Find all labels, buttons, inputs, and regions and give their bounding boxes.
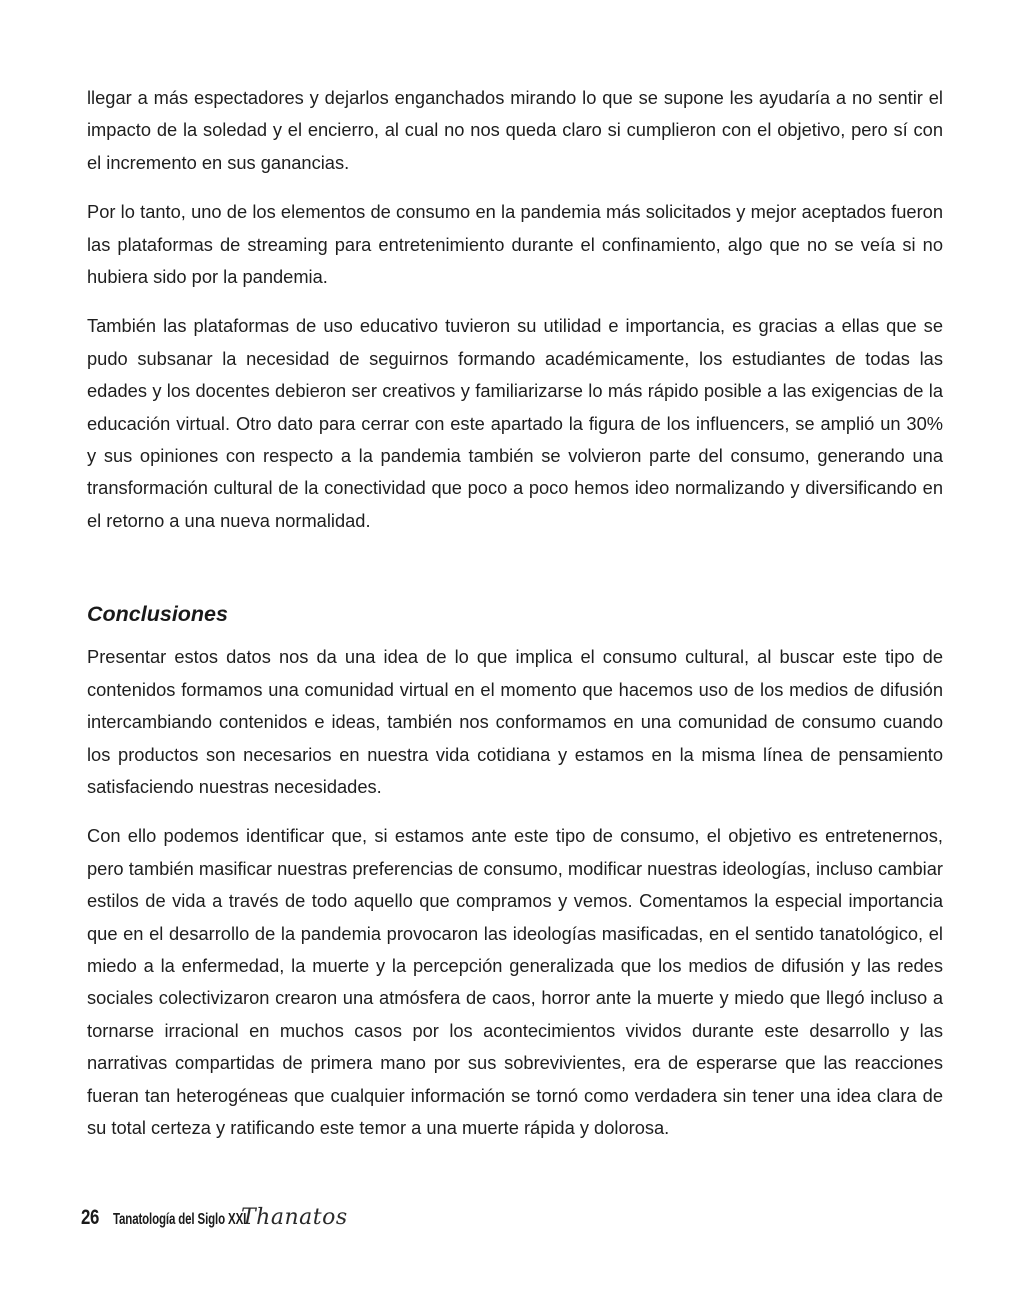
body-paragraph: También las plataformas de uso educativo tuvieron su utilidad e importancia, es gracias a ellas que se pudo subsanar la necesidad de seguirnos formando académicamente, los estudiantes de todas las edades y los docentes debieron ser creativos y familiarizarse lo más rápido posible a las exigencias de la educación virtual. Otro dato para cerrar con este apartado la figura de los influencers, se amplió un 30% y sus opiniones con respecto a la pandemia también se volvieron parte del consumo, generando una transformación cultural de la conectividad que poco a poco hemos ideo normalizando y diversificando en el retorno a una nueva normalidad. xyxy=(87,315,943,531)
page-footer xyxy=(81,1205,348,1239)
page-content xyxy=(87,82,943,1161)
page-number: 26 xyxy=(81,1206,99,1229)
journal-name: Tanatología del Siglo XXI xyxy=(113,1211,247,1228)
body-paragraph: Presentar estos datos nos da una idea de lo que implica el consumo cultural, al buscar este tipo de contenidos formamos una comunidad virtual en el momento que hacemos uso de los medios de difusión intercambiando contenidos e ideas, también nos conformamos en una comunidad de consumo cuando los productos son necesarios en nuestra vida cotidiana y estamos en la misma línea de pensamiento satisfaciendo nuestras necesidades. xyxy=(87,646,943,797)
body-paragraph: Con ello podemos identificar que, si estamos ante este tipo de consumo, el objetivo es entretenernos, pero también masificar nuestras preferencias de consumo, modificar nuestras ideologías, incluso cambiar estilos de vida a través de todo aquello que compramos y vemos. Comentamos la especial importancia que en el desarrollo de la pandemia provocaron las ideologías masificadas, en el sentido tanatológico, el miedo a la enfermedad, la muerte y la percepción generalizada que los medios de difusión y las redes sociales colectivizaron crearon una atmósfera de caos, horror ante la muerte y miedo que llegó incluso a tornarse irracional en muchos casos por los acontecimientos vividos durante este desarrollo y las narrativas compartidas de primera mano por sus sobrevivientes, era de esperarse que las reacciones fueran tan heterogéneas que cualquier información se tornó como verdadera sin tener una idea clara de su total certeza y ratificando este temor a una muerte rápida y dolorosa. xyxy=(87,825,943,1138)
section-heading: Conclusiones xyxy=(87,602,228,627)
body-paragraph: llegar a más espectadores y dejarlos enganchados mirando lo que se supone les ayudaría a no sentir el impacto de la soledad y el encierro, al cual no nos queda claro si cumplieron con el objetivo, pero sí con el incremento en sus ganancias. xyxy=(87,87,943,173)
journal-logo: Thanatos xyxy=(241,1205,348,1230)
body-paragraph: Por lo tanto, uno de los elementos de consumo en la pandemia más solicitados y mejor aceptados fueron las plataformas de streaming para entretenimiento durante el confinamiento, algo que no se veía si no hubiera sido por la pandemia. xyxy=(87,201,943,288)
